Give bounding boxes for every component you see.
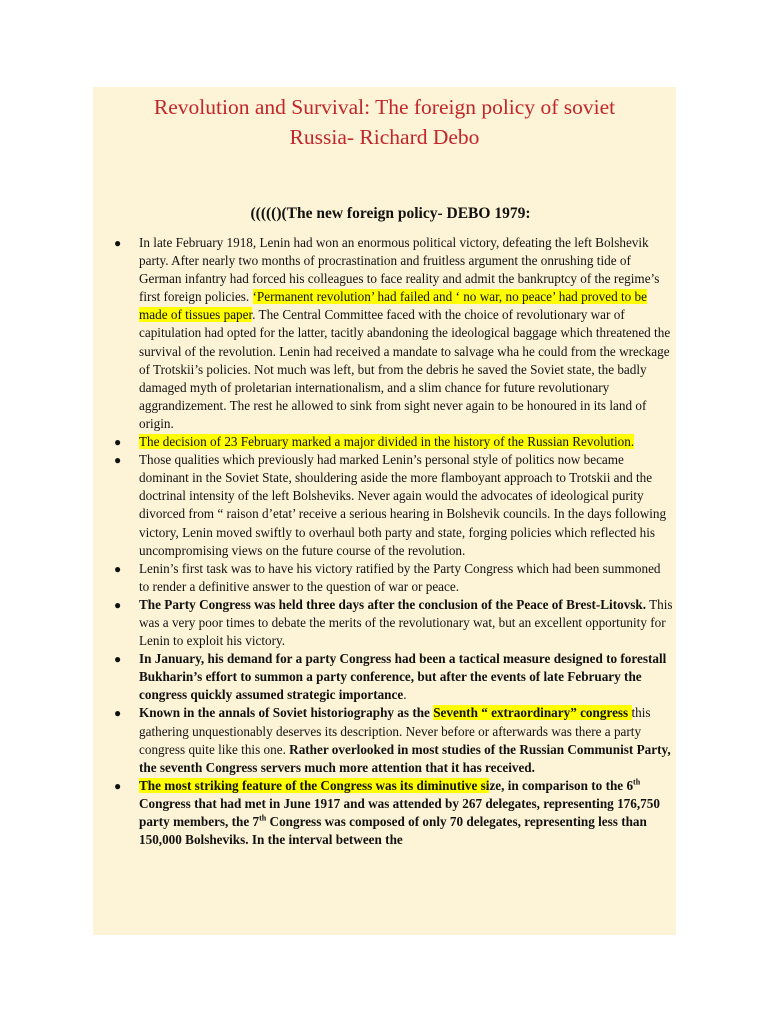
item-text: The Party Congress was held three days after the conclusion of the Peace of Brest-Litovsk.: [139, 596, 647, 612]
bullet-icon: ●: [114, 706, 122, 721]
title-line-2: Russia- Richard Debo: [289, 125, 480, 149]
bullet-icon: ●: [114, 236, 122, 250]
list-item: [93, 433, 676, 451]
item-text: this gathering unquestionably deserves its description. Never before or afterwards was there a party congress quite like this one.: [139, 705, 651, 757]
highlighted-text: The most striking feature of the Congress was its diminutive si: [139, 777, 490, 793]
list-item: [93, 704, 676, 776]
document-title: [93, 92, 676, 152]
item-text: th: [633, 777, 641, 787]
bullet-icon: ●: [114, 597, 122, 612]
document-subtitle: ((((()(The new foreign policy- DEBO 1979:: [250, 205, 531, 222]
list-item: [93, 777, 676, 849]
bullet-icon: ●: [114, 561, 122, 576]
list-item: [93, 451, 676, 560]
item-text: Congress that had met in June 1917 and was attended by 267 delegates, representing 176,750 party members, the 7: [139, 795, 660, 829]
item-text: In late February 1918, Lenin had won an enormous political victory, defeating the left Bolshevik party. After nearly two months of procrastination and fruitless argument the onrushing tide of German infantry had forced his colleagues to face reality and admit the bankruptcy of the regime’s first foreign policies.: [139, 235, 660, 305]
bullet-icon: ●: [114, 778, 122, 793]
item-text: .: [403, 687, 407, 703]
list-item: [93, 650, 676, 704]
title-line-1: Revolution and Survival: The foreign policy of soviet: [153, 95, 616, 119]
item-text: Rather overlooked in most studies of the Russian Communist Party, the seventh Congress servers much more attention that it has received.: [139, 741, 671, 775]
list-item: [93, 560, 676, 596]
bullet-icon: ●: [114, 435, 122, 450]
item-text: ze, in comparison to the 6: [489, 777, 634, 793]
bullet-icon: ●: [114, 652, 122, 667]
highlighted-text: ‘Permanent revolution’ had failed and ‘ no war, no peace’ had proved to be made of tissues paper: [139, 289, 647, 323]
item-text: . The Central Committee faced with the choice of revolutionary war of capitulation had opted for the latter, tacitly abandoning the ideological baggage which threatened the survival of the revolution. Lenin had received a mandate to salvage wha he could from the wreckage of Trotskii’s policies. Not much was left, but from the debris he saved the Soviet state, the badly damaged myth of proletarian internationalism, and a slim chance for future revolutionary aggrandizement. The rest he allowed to sink from sight never again to be honoured in its land of origin.: [139, 307, 671, 431]
list-item: [93, 234, 676, 433]
list-item: [93, 596, 676, 650]
highlighted-text: The decision of 23 February marked a major divided in the history of the Russian Revolution.: [139, 434, 635, 450]
highlighted-text: Seventh “ extraordinary” congress: [433, 705, 632, 721]
bullet-icon: ●: [114, 453, 122, 468]
item-text: Known in the annals of Soviet historiography as the: [139, 705, 434, 721]
item-text: In January, his demand for a party Congress had been a tactical measure designed to forestall Bukharin’s effort to summon a party conference, but after the events of late February the congress quickly assumed strategic importance: [139, 651, 667, 703]
item-text: th: [259, 813, 267, 823]
item-text: Lenin’s first task was to have his victory ratified by the Party Congress which had been summoned to render a definitive answer to the question of war or peace.: [139, 560, 661, 594]
bullet-list: [93, 234, 676, 849]
document-page: [93, 87, 676, 935]
item-text: This was a very poor times to debate the merits of the revolutionary wat, but an excellent opportunity for Lenin to exploit his victory.: [139, 596, 673, 649]
item-text: Congress was composed of only 70 delegates, representing less than 150,000 Bolsheviks. In the interval between the: [139, 814, 647, 848]
item-text: Those qualities which previously had marked Lenin’s personal style of politics now became dominant in the Soviet State, shouldering aside the more flamboyant approach to Trotskii and the doctrinal intensity of the left Bolsheviks. Never again would the advocates of ideological purity divorced from “ raison d’etat’ receive a serious hearing in Bolshevik councils. In the days following victory, Lenin moved swiftly to overhaul both party and state, forging policies which reflected his uncompromising views on the future course of the revolution.: [139, 452, 667, 558]
